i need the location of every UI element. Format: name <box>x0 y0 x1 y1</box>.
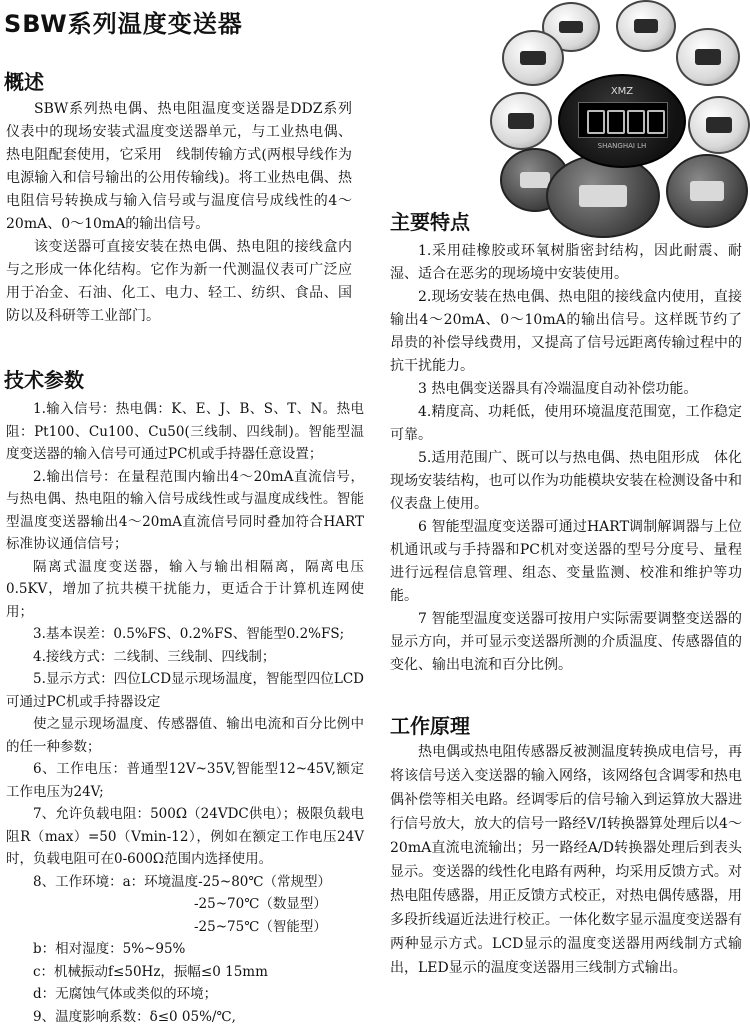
feature-line: 1.采用硅橡胶或环氧树脂密封结构，因此耐震、耐湿、适合在恶劣的现场境中安装使用。 <box>390 240 742 286</box>
spec-line: 使之显示现场温度、传感器值、输出电流和百分比例中的任一种参数； <box>6 713 364 758</box>
specs-heading: 技术参数 <box>4 364 84 393</box>
spec-line: 5.显示方式：四位LCD显示现场温度，智能型四位LCD可通过PC机或手持器设定 <box>6 668 364 713</box>
display-screen <box>578 102 668 138</box>
transmitter-image <box>502 30 564 86</box>
feature-line: 2.现场安装在热电偶、热电阻的接线盒内使用，直接输出4～20mA、0～10mA的输出信号。这样既节约了昂贵的补偿导线费用，又提高了信号远距离传输过程中的抗干扰能力。 <box>390 286 742 378</box>
spec-line: 6、工作电压：普通型12V~35V,智能型12~45V,额定工作电压为24V; <box>6 758 364 803</box>
principle-heading: 工作原理 <box>390 710 470 739</box>
spec-line: 隔离式温度变送器，输入与输出相隔离，隔离电压0.5KV，增加了抗共模干扰能力，更适合于计算机连网使用； <box>6 556 364 624</box>
overview-text <box>6 98 352 328</box>
feature-line: 3 热电偶变送器具有冷端温度自动补偿功能。 <box>390 378 742 401</box>
spec-line: 9、温度影响系数：δ≤0 05%/℃, <box>6 1006 364 1028</box>
transmitter-image <box>616 0 676 52</box>
spec-line: -25~75℃（智能型） <box>6 916 364 939</box>
spec-line: -25~70℃（数显型） <box>6 893 364 916</box>
feature-line: 6 智能型温度变送器可通过HART调制解调器与上位机通讯或与手持器和PC机对变送器的型号分度号、量程进行远程信息管理、组态、变量监测、校准和维护等功能。 <box>390 516 742 608</box>
transmitter-image <box>490 92 552 150</box>
spec-line: 3.基本误差：0.5%FS、0.2%FS、智能型0.2%FS; <box>6 623 364 646</box>
principle-paragraph: 热电偶或热电阻传感器反被测温度转换成电信号，再将该信号送入变送器的输入网络，该网络包含调零和热电偶补偿等相关电路。经调零后的信号输入到运算放大器进行信号放大，放大的信号一路经V/I转换器算处理后以4～20mA直流电流输出；另一路经A/D转换器处理后到表头显示。变送器的线性化电路有两种，均采用反馈方式。对热电阻传感器，用正反馈方式校正，对热电偶传感器，用多段折线逼近法进行校正。一体化数字显示温度变送器有两种显示方式。LCD显示的温度变送器用两线制方式输出，LED显示的温度变送器用三线制方式输出。 <box>390 740 742 980</box>
transmitter-image <box>676 28 740 86</box>
overview-paragraph: 该变送器可直接安装在热电偶、热电阻的接线盒内与之形成一体化结构。它作为新一代测温仪表可广泛应用于冶金、石油、化工、电力、轻工、纺织、食品、国防以及科研等工业部门。 <box>6 236 352 328</box>
spec-line: b：相对湿度：5%~95% <box>6 938 364 961</box>
features-heading: 主要特点 <box>390 206 470 235</box>
feature-line: 4.精度高、功耗低，使用环境温度范围宽，工作稳定可靠。 <box>390 401 742 447</box>
transmitter-image <box>546 154 660 238</box>
feature-line: 5.适用范围广、既可以与热电偶、热电阻形成 体化现场安装结构，也可以作为功能模块安装在检测设备中和仪表盘上使用。 <box>390 447 742 516</box>
spec-line: 2.输出信号：在量程范围内输出4～20mA直流信号，与热电偶、热电阻的输入信号成线性或与温度成线性。智能型温度变送器输出4～20mA直流信号同时叠加符合HART标准协议通信信号； <box>6 466 364 556</box>
features-text <box>390 240 742 677</box>
product-photo <box>488 0 750 236</box>
overview-paragraph: SBW系列热电偶、热电阻温度变送器是DDZ系列仪表中的现场安装式温度变送器单元，与工业热电偶、热电阻配套使用，它采用 线制传输方式(两根导线作为电源输入和信号输出的公用传输线)。将工业热电偶、热电阻信号转换成与输入信号或与温度信号成线性的4～20mA、0～10mA的输出信号。 <box>6 98 352 236</box>
spec-line: 7、允许负载电阻：500Ω（24VDC供电）；极限负载电阻R（max）=50（Vmin-12），例如在额定工作电压24V时，负载电阻可在0-600Ω范围内选择使用。 <box>6 803 364 871</box>
display-label: XMZ <box>560 86 684 97</box>
spec-line: d：无腐蚀气体或类似的环境； <box>6 983 364 1006</box>
principle-text <box>390 740 742 980</box>
lcd-display-transmitter <box>558 74 686 168</box>
display-brand-text: SHANGHAI LH <box>560 142 684 150</box>
spec-line: 4.接线方式：二线制、三线制、四线制； <box>6 646 364 669</box>
feature-line: 7 智能型温度变送器可按用户实际需要调整变送器的显示方向，并可显示变送器所测的介质温度、传感器值的变化、输出电流和百分比例。 <box>390 608 742 677</box>
transmitter-image <box>688 96 750 154</box>
specs-text <box>6 398 364 1028</box>
page-title: SBW系列温度变送器 <box>4 4 243 39</box>
spec-line: 8、工作环境：a：环境温度-25~80℃（常规型） <box>6 871 364 894</box>
spec-line: c：机械振动f≤50Hz，振幅≤0 15mm <box>6 961 364 984</box>
overview-heading: 概述 <box>4 66 44 95</box>
transmitter-image <box>666 154 748 228</box>
spec-line: 1.输入信号：热电偶：K、E、J、B、S、T、N。热电阻：Pt100、Cu100、Cu50(三线制、四线制)。智能型温度变送器的输入信号可通过PC机或手持器任意设置； <box>6 398 364 466</box>
